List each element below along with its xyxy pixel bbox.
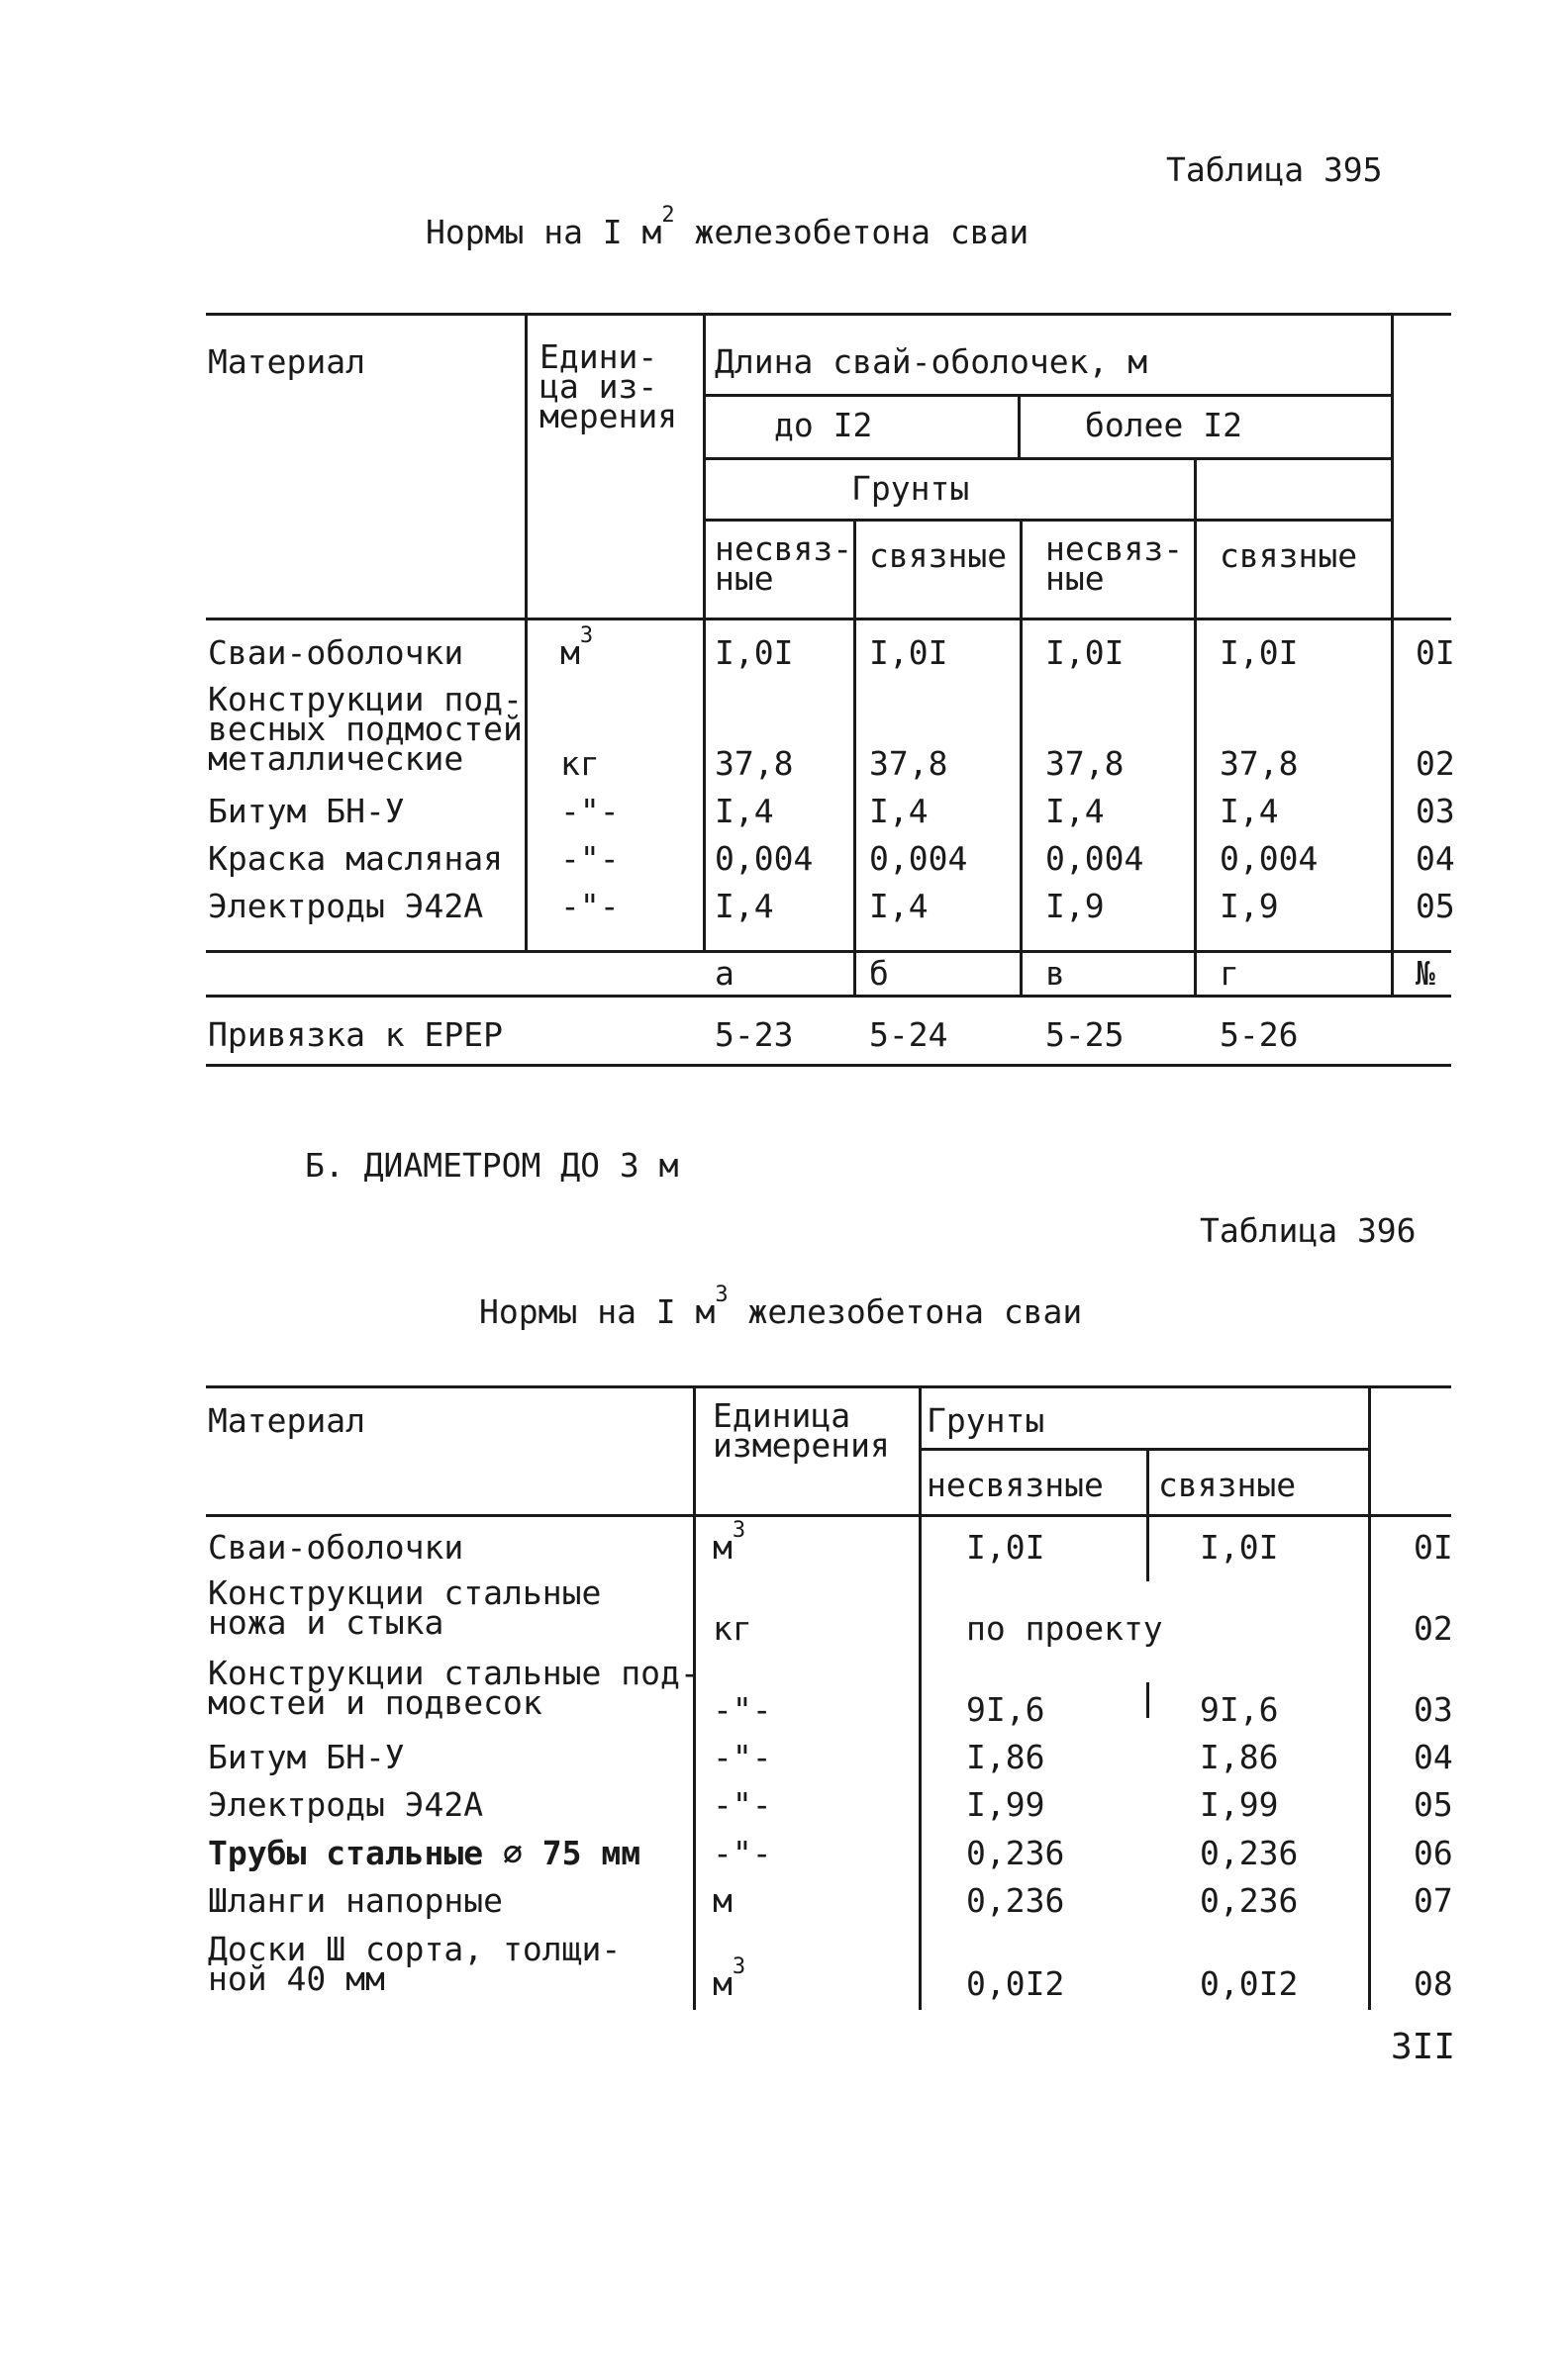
row-material: Битум БН-У <box>208 792 405 830</box>
row-code: 07 <box>1414 1881 1453 1920</box>
row-material: Шланги напорные <box>208 1881 504 1920</box>
row-material: Доски Ш сорта, толщи- ной 40 мм <box>208 1930 622 1998</box>
cell-value: 0,236 <box>1200 1834 1299 1872</box>
cell-merged: по проекту <box>966 1609 1163 1648</box>
row-unit: -"- <box>560 887 620 925</box>
row-code: 02 <box>1414 1609 1453 1648</box>
cell-value: 0,236 <box>1200 1881 1299 1920</box>
col-header-cohesive: связные <box>1220 536 1358 575</box>
cell-value: 9I,6 <box>1200 1690 1279 1729</box>
row-material: Сваи-оболочки <box>208 633 464 672</box>
binding-value: 5-24 <box>869 1015 948 1054</box>
row-material: Сваи-оболочки <box>208 1528 464 1567</box>
col-header-cohesive: связные <box>1158 1466 1297 1504</box>
row-code: 04 <box>1414 1738 1453 1776</box>
binding-label: Привязка к ЕРЕР <box>208 1015 504 1054</box>
row-material: Конструкции стальные ножа и стыка <box>208 1573 602 1642</box>
row-unit: -"- <box>560 839 620 878</box>
row-code: 0I <box>1414 1528 1453 1567</box>
row-material: Электроды Э42А <box>208 1785 484 1824</box>
cell-value: I,4 <box>869 887 929 925</box>
cell-value: I,4 <box>715 792 774 830</box>
binding-value: 5-25 <box>1045 1015 1125 1054</box>
col-header-cohesive: связные <box>869 536 1008 575</box>
table-title: Нормы на I $м^2$ железобетона сваи <box>426 203 1029 251</box>
table-number: Таблица 395 <box>1166 150 1383 189</box>
cell-value: 9I,6 <box>966 1690 1045 1729</box>
col-header-noncohesive: несвязные <box>927 1466 1104 1504</box>
cell-value: I,0I <box>1200 1528 1279 1567</box>
col-letter: в <box>1045 954 1065 993</box>
col-letter: б <box>869 954 889 993</box>
cell-value: I,4 <box>869 792 929 830</box>
cell-value: I,9 <box>1220 887 1279 925</box>
row-unit: -"- <box>713 1785 772 1824</box>
cell-value: 0,004 <box>869 839 968 878</box>
row-unit: кг <box>560 744 600 783</box>
row-material: Конструкции под- весных подмостей металлические <box>208 680 523 778</box>
cell-value: 0,236 <box>966 1834 1065 1872</box>
row-code: 03 <box>1414 1690 1453 1729</box>
cell-value: 0,004 <box>1045 839 1144 878</box>
col-letter: а <box>715 954 735 993</box>
row-unit: $м^3$ <box>560 623 594 672</box>
col-header-soils: Грунты <box>927 1401 1045 1440</box>
row-code: 06 <box>1414 1834 1453 1872</box>
row-code: 05 <box>1416 887 1455 925</box>
col-header-material: Материал <box>208 342 365 381</box>
col-header-length: Длина свай-оболочек, м <box>715 342 1148 381</box>
col-letter: № <box>1416 954 1435 993</box>
binding-value: 5-26 <box>1220 1015 1299 1054</box>
cell-value: 37,8 <box>1220 744 1299 783</box>
row-material: Электроды Э42А <box>208 887 484 925</box>
cell-value: 0,0I2 <box>966 1964 1065 2003</box>
row-material: Битум БН-У <box>208 1738 405 1776</box>
section-heading: Б. ДИАМЕТРОМ ДО 3 м <box>305 1146 679 1185</box>
col-header-noncohesive: несвяз- ные <box>1045 529 1184 598</box>
cell-value: 0,004 <box>1220 839 1319 878</box>
cell-value: I,9 <box>1045 887 1105 925</box>
row-material: Конструкции стальные под- мостей и подвесок <box>208 1654 700 1722</box>
row-code: 0I <box>1416 633 1455 672</box>
row-code: 03 <box>1416 792 1455 830</box>
col-header-more-12: более I2 <box>1085 406 1242 444</box>
row-unit: $м^3$ <box>713 1954 746 2003</box>
cell-value: I,4 <box>1220 792 1279 830</box>
cell-value: I,0I <box>1220 633 1299 672</box>
row-unit: -"- <box>713 1834 772 1872</box>
cell-value: 0,004 <box>715 839 814 878</box>
row-unit: -"- <box>560 792 620 830</box>
cell-value: I,4 <box>715 887 774 925</box>
row-material: Краска масляная <box>208 839 504 878</box>
cell-value: I,0I <box>715 633 794 672</box>
col-header-unit: Едини- ца из- мерения <box>539 337 678 435</box>
col-header-soils: Грунты <box>851 469 970 508</box>
row-unit: -"- <box>713 1738 772 1776</box>
table-number: Таблица 396 <box>1200 1211 1417 1250</box>
cell-value: I,86 <box>966 1738 1045 1776</box>
row-code: 05 <box>1414 1785 1453 1824</box>
col-header-noncohesive: несвяз- ные <box>715 529 853 598</box>
cell-value: I,99 <box>1200 1785 1279 1824</box>
table-title: Нормы на I $м^3$ железобетона сваи <box>479 1283 1083 1331</box>
cell-value: I,4 <box>1045 792 1105 830</box>
binding-value: 5-23 <box>715 1015 794 1054</box>
row-code: 08 <box>1414 1964 1453 2003</box>
cell-value: 37,8 <box>1045 744 1125 783</box>
cell-value: I,86 <box>1200 1738 1279 1776</box>
row-unit: м <box>713 1881 733 1920</box>
row-material: Трубы стальные ∅ 75 мм <box>208 1834 641 1872</box>
row-code: 04 <box>1416 839 1455 878</box>
page-number: 3II <box>1391 2027 1456 2067</box>
row-unit: $м^3$ <box>713 1518 746 1567</box>
col-header-material: Материал <box>208 1401 365 1440</box>
cell-value: 37,8 <box>715 744 794 783</box>
cell-value: I,99 <box>966 1785 1045 1824</box>
col-header-up-to-12: до I2 <box>774 406 873 444</box>
cell-value: 37,8 <box>869 744 948 783</box>
cell-value: 0,236 <box>966 1881 1065 1920</box>
col-letter: г <box>1220 954 1239 993</box>
row-unit: -"- <box>713 1690 772 1729</box>
cell-value: 0,0I2 <box>1200 1964 1299 2003</box>
row-unit: кг <box>713 1609 752 1648</box>
cell-value: I,0I <box>1045 633 1125 672</box>
row-code: 02 <box>1416 744 1455 783</box>
cell-value: I,0I <box>869 633 948 672</box>
cell-value: I,0I <box>966 1528 1045 1567</box>
col-header-unit: Единица измерения <box>713 1396 890 1465</box>
